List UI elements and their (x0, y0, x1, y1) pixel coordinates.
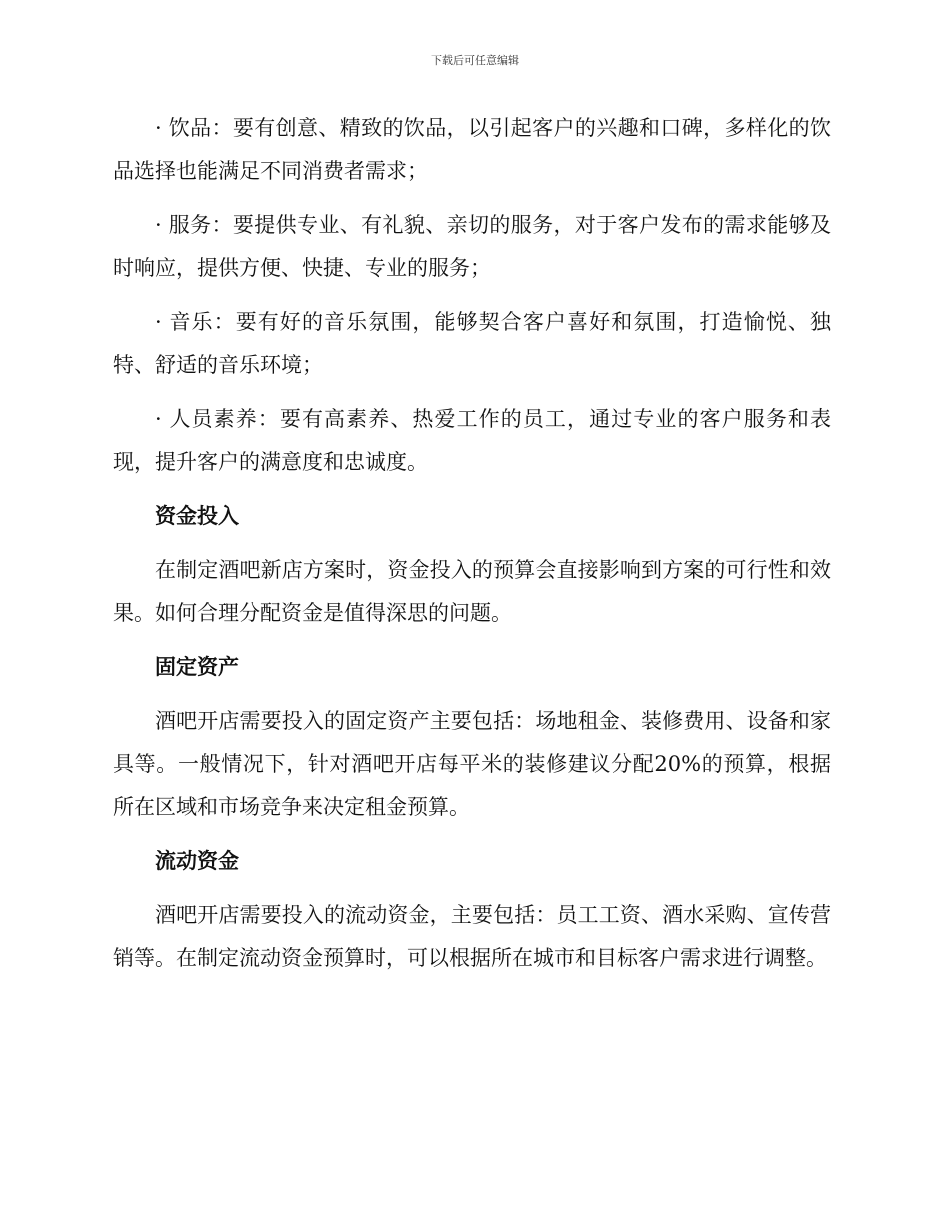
bullet-music: · 音乐：要有好的音乐氛围，能够契合客户喜好和氛围，打造愉悦、独特、舒适的音乐环境； (113, 310, 831, 377)
document-body (113, 107, 831, 991)
bullet-drinks: · 饮品：要有创意、精致的饮品，以引起客户的兴趣和口碑，多样化的饮品选择也能满足不同消费者需求； (113, 116, 831, 183)
bullet-service: · 服务：要提供专业、有礼貌、亲切的服务，对于客户发布的需求能够及时响应，提供方便、快捷、专业的服务； (113, 213, 831, 280)
bullet-staff-quality: · 人员素养：要有高素养、热爱工作的员工，通过专业的客户服务和表现，提升客户的满意度和忠诚度。 (113, 407, 831, 474)
page-header-note: 下载后可任意编辑 (431, 54, 519, 67)
heading-working-capital: 流动资金 (155, 849, 239, 873)
heading-fixed-assets: 固定资产 (155, 655, 239, 679)
paragraph-working-capital: 酒吧开店需要投入的流动资金，主要包括：员工工资、酒水采购、宣传营销等。在制定流动资金预算时，可以根据所在城市和目标客户需求进行调整。 (113, 903, 831, 970)
heading-capital-investment: 资金投入 (155, 504, 239, 528)
paragraph-capital-investment: 在制定酒吧新店方案时，资金投入的预算会直接影响到方案的可行性和效果。如何合理分配资金是值得深思的问题。 (113, 558, 831, 625)
paragraph-fixed-assets: 酒吧开店需要投入的固定资产主要包括：场地租金、装修费用、设备和家具等。一般情况下，针对酒吧开店每平米的装修建议分配20%的预算，根据所在区域和市场竞争来决定租金预算。 (113, 709, 831, 819)
